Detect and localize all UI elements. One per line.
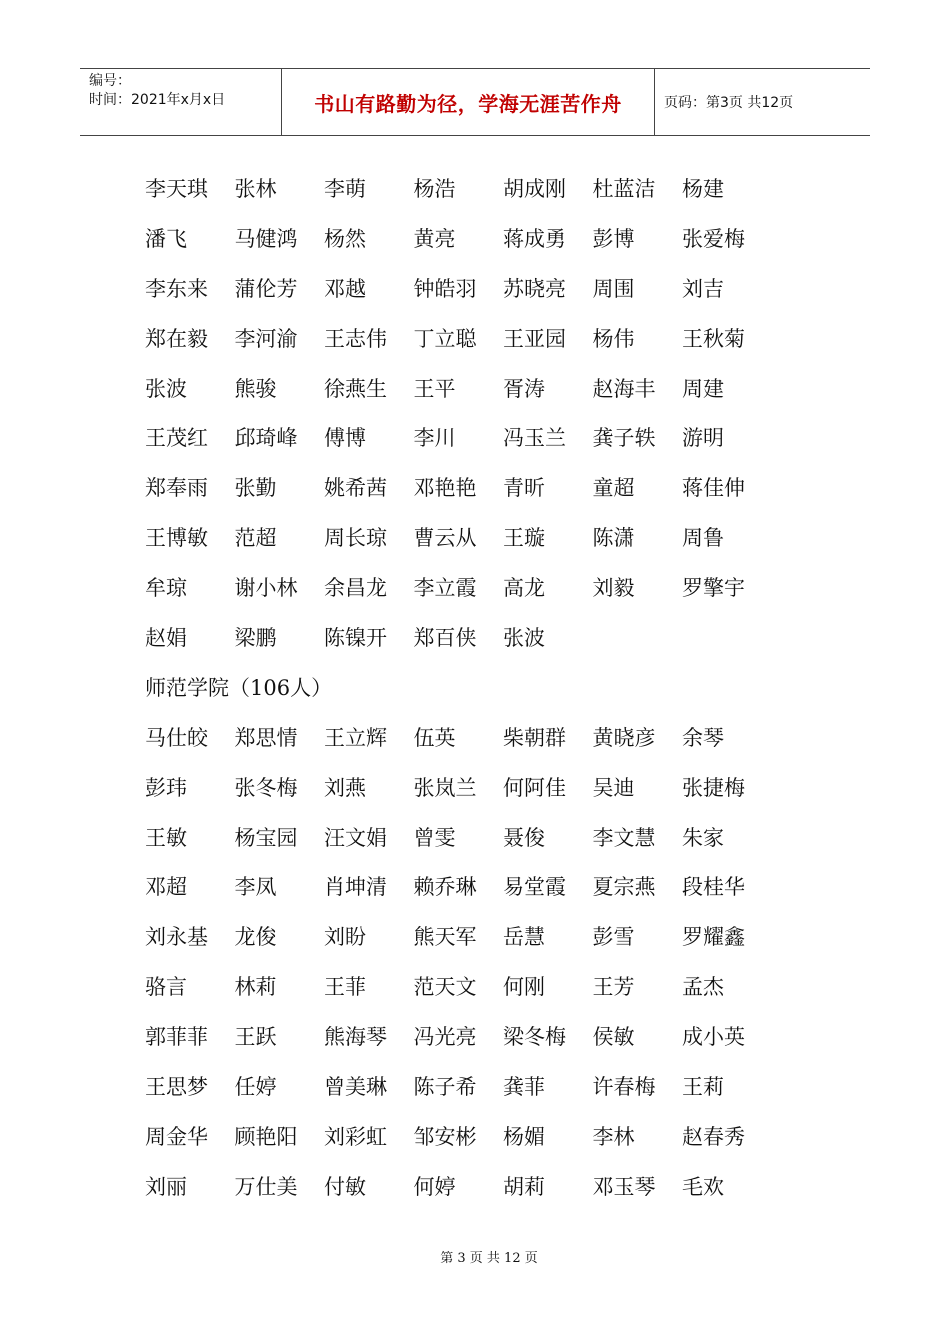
person-name: 王敏 [145,825,187,850]
person-name: 梁冬梅 [503,1025,566,1050]
person-name: 张捷梅 [682,775,745,800]
name-row [145,313,845,363]
name-row [145,961,845,1011]
person-name: 周鲁 [682,526,724,551]
person-name: 范超 [234,526,277,551]
person-name: 周金华 [145,1124,208,1149]
person-name: 彭博 [592,226,635,251]
section-title-normal-college: 师范学院（106人） [145,675,333,700]
person-name: 周围 [592,276,635,301]
person-name: 胡莉 [503,1174,545,1199]
person-name: 杨伟 [592,326,635,351]
person-name: 聂俊 [503,825,545,850]
person-name: 蒋佳伸 [682,476,745,501]
person-name: 王秋菊 [682,326,745,351]
person-name: 林莉 [234,975,277,1000]
person-name: 杨媚 [503,1124,545,1149]
person-name: 赵春秀 [682,1124,745,1149]
person-name: 李萌 [324,176,366,201]
person-name: 王莉 [682,1074,724,1099]
person-name: 何阿佳 [503,775,566,800]
person-name: 潘飞 [145,226,187,251]
person-name: 曹云从 [413,526,477,551]
name-row [145,263,845,313]
person-name: 孟杰 [682,975,724,1000]
person-name: 李凤 [234,875,277,900]
person-name: 汪文娟 [324,825,387,850]
person-name: 杜蓝洁 [592,176,656,201]
person-name: 姚希茜 [324,476,387,501]
person-name: 成小英 [682,1025,745,1050]
person-name: 邓艳艳 [413,476,477,501]
person-name: 彭雪 [592,925,635,950]
person-name: 郑奉雨 [145,476,208,501]
person-name: 丁立聪 [413,326,477,351]
person-name: 李东来 [145,276,208,301]
person-name: 刘丽 [145,1174,187,1199]
person-name: 李立霞 [413,576,477,601]
person-name: 马仕皎 [145,725,208,750]
person-name: 熊天军 [413,925,477,950]
person-name: 何刚 [503,975,545,1000]
name-section-1 [145,163,845,662]
person-name: 夏宗燕 [592,875,656,900]
header-meta [80,69,282,135]
person-name: 钟皓羽 [413,276,477,301]
name-row [145,712,845,762]
person-name: 余琴 [682,725,724,750]
person-name: 骆言 [145,975,187,1000]
person-name: 张波 [503,625,545,650]
person-name: 余昌龙 [324,576,387,601]
person-name: 王立辉 [324,725,387,750]
person-name: 熊骏 [234,376,277,401]
person-name: 王菲 [324,975,366,1000]
name-row [145,213,845,263]
person-name: 赵娟 [145,625,187,650]
person-name: 冯光亮 [413,1025,477,1050]
person-name: 许春梅 [592,1074,656,1099]
person-name: 邓超 [145,875,187,900]
person-name: 范天文 [413,975,477,1000]
name-row [145,1161,845,1211]
name-row [145,1111,845,1161]
person-name: 张爱梅 [682,226,745,251]
person-name: 朱家 [682,825,724,850]
name-list [145,163,845,1211]
person-name: 邱琦峰 [234,426,298,451]
person-name: 郑百侠 [413,625,477,650]
person-name: 曾美琳 [324,1074,387,1099]
person-name: 龙俊 [234,925,277,950]
person-name: 何婷 [413,1174,456,1199]
person-name: 罗耀鑫 [682,925,745,950]
person-name: 易堂霞 [503,875,566,900]
person-name: 郭菲菲 [145,1025,208,1050]
person-name: 黄亮 [413,226,456,251]
name-row [145,163,845,213]
person-name: 王跃 [234,1025,277,1050]
person-name: 任婷 [234,1074,277,1099]
person-name: 邹安彬 [413,1124,477,1149]
person-name: 熊海琴 [324,1025,387,1050]
person-name: 冯玉兰 [503,426,566,451]
person-name: 黄晓彦 [592,725,656,750]
person-name: 青昕 [503,476,545,501]
person-name: 刘盼 [324,925,366,950]
person-name: 梁鹏 [234,625,277,650]
person-name: 游明 [682,426,724,451]
person-name: 周长琼 [324,526,387,551]
person-name: 肖坤清 [324,875,387,900]
person-name: 龚子轶 [592,426,656,451]
person-name: 陈潇 [592,526,635,551]
page-footer: 第 3 页 共 12 页 [440,1251,538,1266]
person-name: 苏晓亮 [503,276,566,301]
document-time-label: 时间：2021年x月x日 [89,92,226,108]
person-name: 蒲伦芳 [234,276,298,301]
person-name: 刘燕 [324,775,366,800]
person-name: 王志伟 [324,326,387,351]
person-name: 刘彩虹 [324,1124,387,1149]
name-row [145,861,845,911]
name-section-2 [145,712,845,1211]
person-name: 蒋成勇 [503,226,566,251]
person-name: 王思梦 [145,1074,208,1099]
person-name: 杨建 [682,176,724,201]
person-name: 赵海丰 [592,376,656,401]
person-name: 毛欢 [682,1174,724,1199]
person-name: 王璇 [503,526,545,551]
person-name: 柴朝群 [503,725,566,750]
person-name: 张林 [234,176,277,201]
person-name: 顾艳阳 [234,1124,298,1149]
name-row [145,812,845,862]
person-name: 曾雯 [413,825,456,850]
person-name: 万仕美 [234,1174,298,1199]
person-name: 侯敏 [592,1025,635,1050]
person-name: 张波 [145,376,187,401]
person-name: 陈子希 [413,1074,477,1099]
person-name: 徐燕生 [324,376,387,401]
name-row [145,363,845,413]
name-row [145,911,845,961]
person-name: 王博敏 [145,526,208,551]
person-name: 郑在毅 [145,326,208,351]
person-name: 谢小林 [234,576,298,601]
person-name: 张冬梅 [234,775,298,800]
person-name: 彭玮 [145,775,187,800]
person-name: 刘永基 [145,925,208,950]
person-name: 杨然 [324,226,366,251]
person-name: 马健鸿 [234,226,298,251]
person-name: 邓越 [324,276,366,301]
person-name: 王平 [413,376,456,401]
person-name: 李河渝 [234,326,298,351]
name-row [145,462,845,512]
name-row [145,412,845,462]
person-name: 吴迪 [592,775,635,800]
person-name: 王茂红 [145,426,208,451]
person-name: 王亚园 [503,326,566,351]
person-name: 刘吉 [682,276,724,301]
page-header [80,68,870,136]
person-name: 李林 [592,1124,635,1149]
person-name: 李川 [413,426,456,451]
person-name: 胡成刚 [503,176,566,201]
person-name: 付敏 [324,1174,366,1199]
person-name: 周建 [682,376,724,401]
person-name: 赖乔琳 [413,875,477,900]
person-name: 高龙 [503,576,545,601]
header-slogan: 书山有路勤为径，学海无涯苦作舟 [282,69,655,135]
person-name: 陈镍开 [324,625,387,650]
person-name: 李天琪 [145,176,208,201]
person-name: 罗擎宇 [682,576,745,601]
name-row [145,612,845,662]
person-name: 李文慧 [592,825,656,850]
name-row [145,562,845,612]
name-row [145,1061,845,1111]
person-name: 王芳 [592,975,635,1000]
document-number-label: 编号： [89,73,131,89]
header-page-info: 页码：第3页 共12页 [664,95,794,111]
person-name: 龚菲 [503,1074,545,1099]
person-name: 牟琼 [145,576,187,601]
person-name: 邓玉琴 [592,1174,656,1199]
person-name: 刘毅 [592,576,635,601]
person-name: 傅博 [324,426,366,451]
name-row [145,762,845,812]
person-name: 伍英 [413,725,456,750]
person-name: 胥涛 [503,376,545,401]
person-name: 岳慧 [503,925,545,950]
person-name: 杨宝园 [234,825,298,850]
name-row [145,1011,845,1061]
person-name: 段桂华 [682,875,745,900]
person-name: 张岚兰 [413,775,477,800]
name-row [145,512,845,562]
person-name: 杨浩 [413,176,456,201]
person-name: 张勤 [234,476,277,501]
person-name: 童超 [592,476,635,501]
person-name: 郑思情 [234,725,298,750]
